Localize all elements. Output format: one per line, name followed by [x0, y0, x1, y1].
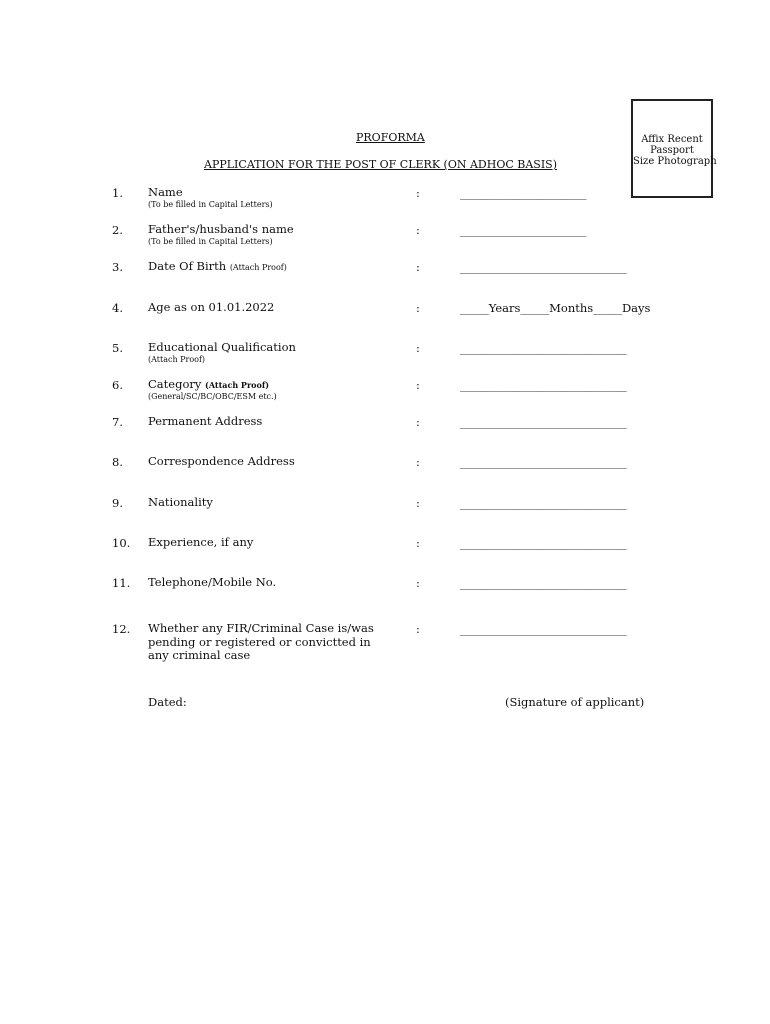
- field-label: Educational Qualification: [148, 340, 296, 354]
- field-blank-line[interactable]: _____________________________: [460, 496, 627, 510]
- application-title: APPLICATION FOR THE POST OF CLERK (ON ADHOC BASIS): [204, 158, 557, 171]
- field-colon: :: [416, 378, 420, 392]
- photo-placeholder-box: [631, 99, 717, 198]
- field-blank-line[interactable]: _____________________________: [460, 378, 627, 392]
- field-blank-line[interactable]: ______________________: [460, 223, 587, 237]
- field-colon: :: [416, 301, 420, 315]
- field-inline-note: (Attach Proof): [229, 263, 287, 272]
- field-label: Experience, if any: [148, 535, 254, 549]
- photo-box-line: Affix Recent: [641, 134, 703, 145]
- field-colon: :: [416, 415, 420, 429]
- field-number: 6.: [112, 378, 123, 392]
- field-label-line: pending or registered or convictted in: [148, 634, 371, 649]
- field-colon: :: [416, 622, 420, 636]
- field-number: 12.: [112, 622, 131, 636]
- field-label-line: Whether any FIR/Criminal Case is/was: [148, 621, 374, 635]
- field-blank-line[interactable]: _____________________________: [460, 341, 627, 355]
- field-label: [148, 260, 287, 275]
- field-number: 3.: [112, 260, 123, 274]
- field-number: 8.: [112, 455, 123, 469]
- field-label: [148, 378, 269, 393]
- signature-label: (Signature of applicant): [505, 695, 645, 709]
- field-label: Age as on 01.01.2022: [148, 300, 275, 314]
- field-blank-line[interactable]: _____Years_____Months_____Days: [460, 301, 651, 315]
- field-label: Correspondence Address: [148, 454, 295, 468]
- field-number: 2.: [112, 223, 123, 237]
- photo-box-line: Passport: [650, 145, 694, 156]
- field-blank-line[interactable]: _____________________________: [460, 415, 627, 429]
- field-number: 10.: [112, 536, 131, 550]
- field-note: (To be filled in Capital Letters): [148, 200, 273, 209]
- field-colon: :: [416, 496, 420, 510]
- field-number: 9.: [112, 496, 123, 510]
- field-label: Name: [148, 185, 183, 199]
- field-number: 5.: [112, 341, 123, 355]
- field-label-text: Date Of Birth: [148, 259, 227, 273]
- field-colon: :: [416, 223, 420, 237]
- field-number: 4.: [112, 301, 123, 315]
- dated-label: Dated:: [148, 695, 187, 709]
- field-note: (To be filled in Capital Letters): [148, 237, 273, 246]
- field-label: Nationality: [148, 495, 213, 509]
- field-number: 7.: [112, 415, 123, 429]
- field-label: Permanent Address: [148, 414, 263, 428]
- field-label-line: any criminal case: [148, 648, 251, 662]
- field-colon: :: [416, 260, 420, 274]
- field-label: [148, 622, 374, 663]
- field-blank-line[interactable]: _____________________________: [460, 260, 627, 274]
- field-colon: :: [416, 341, 420, 355]
- field-blank-line[interactable]: _____________________________: [460, 576, 627, 590]
- field-number: 11.: [112, 576, 131, 590]
- field-note: (Attach Proof): [148, 355, 206, 364]
- field-note: (General/SC/BC/OBC/ESM etc.): [148, 392, 277, 401]
- field-blank-line[interactable]: _____________________________: [460, 622, 627, 636]
- field-label: Father's/husband's name: [148, 222, 294, 236]
- field-number: 1.: [112, 186, 123, 200]
- field-inline-note: (Attach Proof): [205, 380, 270, 390]
- field-blank-line[interactable]: _____________________________: [460, 455, 627, 469]
- field-colon: :: [416, 576, 420, 590]
- field-label: Telephone/Mobile No.: [148, 575, 277, 589]
- field-colon: :: [416, 455, 420, 469]
- photo-box-line: Size Photograph: [633, 156, 717, 167]
- field-colon: :: [416, 186, 420, 200]
- field-blank-line[interactable]: ______________________: [460, 186, 587, 200]
- proforma-heading: PROFORMA: [356, 131, 425, 144]
- field-label-text: Category: [148, 377, 202, 391]
- field-blank-line[interactable]: _____________________________: [460, 536, 627, 550]
- field-colon: :: [416, 536, 420, 550]
